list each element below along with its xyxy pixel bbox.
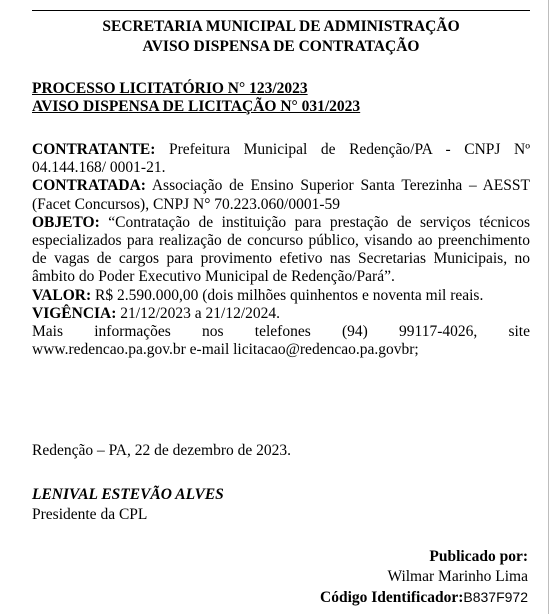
signature-block [32, 485, 530, 525]
notice-number: AVISO DISPENSA DE LICITAÇÃO N° 031/2023 [32, 98, 361, 115]
vigencia-text: 21/12/2023 a 21/12/2024. [120, 304, 281, 322]
contratada-text: Associação de Ensino Superior Santa Terezinha – AESST (Facet Concursos), CNPJ N° 70.223.060/0001-59 [32, 177, 530, 213]
page-edge [548, 0, 549, 614]
contratante-text: Prefeitura Municipal de Redenção/PA - CNPJ Nº 04.144.168/ 0001-21. [32, 141, 530, 177]
valor-paragraph [32, 287, 530, 305]
valor-label: VALOR: [32, 286, 92, 304]
publisher-name: Wilmar Marinho Lima [387, 568, 528, 585]
signer-name: LENIVAL ESTEVÃO ALVES [32, 486, 224, 503]
process-block [32, 80, 530, 116]
top-rule [32, 10, 530, 11]
contratante-label: CONTRATANTE: [32, 141, 156, 158]
objeto-label: OBJETO: [32, 213, 100, 231]
publication-block [320, 547, 528, 608]
contratada-paragraph [32, 177, 530, 213]
info-line-phones: Mais informações nos telefones (94) 99117-4026, site [32, 323, 530, 341]
contratante-paragraph [32, 141, 530, 177]
header-aviso: AVISO DISPENSA DE CONTRATAÇÃO [142, 38, 420, 55]
valor-text: R$ 2.590.000,00 (dois milhões quinhentos e noventa mil reais. [95, 286, 484, 304]
objeto-text: “Contratação de instituição para prestação de serviços técnicos especializados para realização de concurso público, visando ao preenchimento de vagas de cargos para provimento efetivo nas Secretarias Municipais, no âmbito do Poder Executivo Municipal de Redenção/Pará”. [32, 213, 530, 286]
identifier-code: B837F972 [463, 589, 528, 605]
objeto-paragraph [32, 214, 530, 287]
contratada-label: CONTRATADA: [32, 177, 146, 195]
header-secretaria: SECRETARIA MUNICIPAL DE ADMINISTRAÇÃO [102, 18, 460, 35]
vigencia-paragraph [32, 305, 530, 323]
document-header [32, 17, 530, 57]
signer-role: Presidente da CPL [32, 506, 148, 523]
vigencia-label: VIGÊNCIA: [32, 304, 117, 322]
published-label: Publicado por: [429, 548, 528, 565]
process-number: PROCESSO LICITATÓRIO N° 123/2023 [32, 80, 308, 97]
place-date: Redenção – PA, 22 de dezembro de 2023. [32, 442, 291, 459]
identifier-line [320, 587, 528, 608]
info-line-contact: www.redencao.pa.gov.br e-mail licitacao@redencao.pa.govbr; [32, 341, 419, 359]
notice-body [32, 141, 530, 359]
identifier-label: Código Identificador: [320, 589, 464, 606]
